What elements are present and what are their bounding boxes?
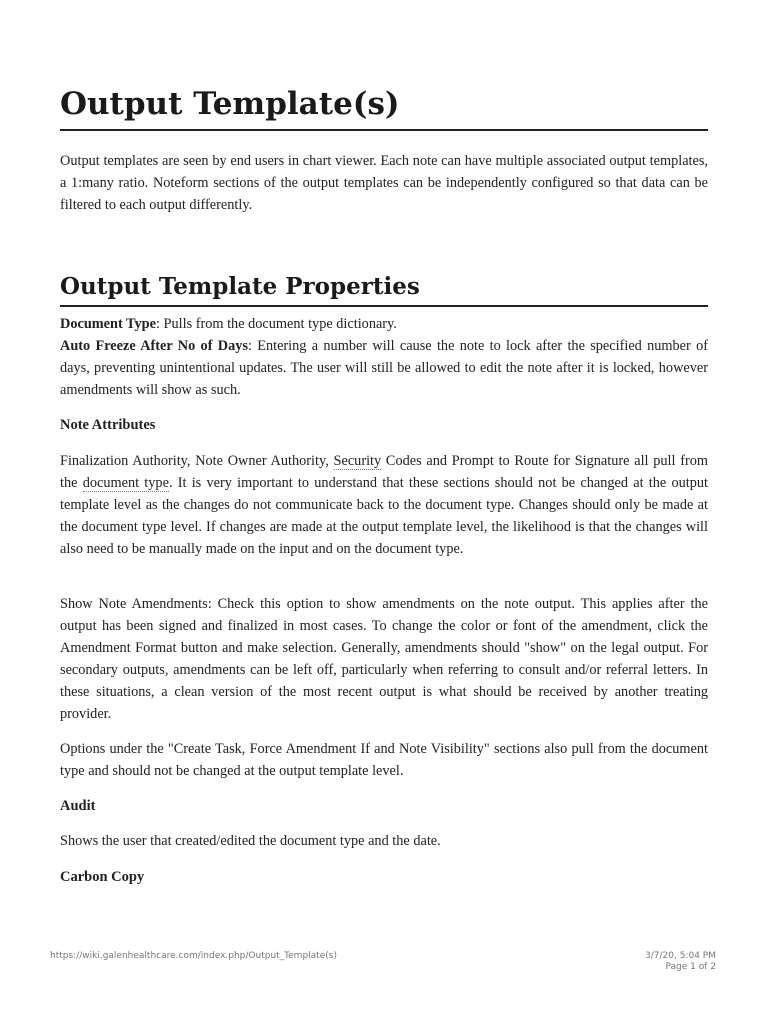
audit-heading: Audit (60, 798, 96, 814)
audit-text: Shows the user that created/edited the document type and the date. (60, 833, 441, 849)
document-type-label: Document Type (60, 316, 156, 332)
document-type-link[interactable]: document type (82, 475, 169, 491)
carbon-copy-heading: Carbon Copy (60, 869, 145, 885)
security-link[interactable]: Security (333, 453, 382, 469)
intro-paragraph: Output templates are seen by end users in chart viewer. Each note can have multiple associated output templates, a 1:many ratio. Noteform sections of the output templates can be independently configured so that data can be filtered to each output differently. (60, 153, 708, 213)
note-attributes-paragraph (60, 450, 708, 560)
page-title: Output Template(s) (60, 82, 708, 131)
note-attributes-heading: Note Attributes (60, 417, 156, 433)
note-attributes-text-1: Finalization Authority, Note Owner Authority, (60, 453, 334, 469)
options-paragraph: Options under the "Create Task, Force Amendment If and Note Visibility" sections also pull from the document type and should not be changed at the output template level. (60, 741, 708, 779)
auto-freeze-label: Auto Freeze After No of Days (60, 338, 248, 354)
auto-freeze-text: : Entering a number will cause the note to lock after the specified number of days, preventing unintentional updates. The user will still be allowed to edit the note after it is locked, however amendments will show as such. (60, 338, 708, 398)
document-type-text: : Pulls from the document type dictionary. (155, 316, 397, 332)
footer-meta (645, 951, 716, 973)
section-title-properties: Output Template Properties (60, 270, 708, 307)
show-note-amendments-paragraph: Show Note Amendments: Check this option to show amendments on the note output. This applies after the output has been signed and finalized in most cases. To change the color or font of the amendment, click the Amendment Format button and make selection. Generally, amendments should "show" on the legal output. For secondary outputs, amendments can be left off, particularly when referring to consult and/or referral letters. In these situations, a clean version of the most recent output is what should be received by another treating provider. (60, 596, 708, 722)
footer-page-number: Page 1 of 2 (665, 962, 716, 972)
footer-url: https://wiki.galenhealthcare.com/index.php/Output_Template(s) (50, 951, 337, 961)
properties-paragraph (60, 313, 708, 401)
note-attributes-text-2: Codes and Prompt to Route for Signature all pull from the (60, 453, 708, 491)
footer-datetime: 3/7/20, 5:04 PM (645, 951, 716, 961)
note-attributes-text-3: . It is very important to understand that these sections should not be changed at the output template level as the changes do not communicate back to the document type. Changes should only be made at the document type level. If changes are made at the output template level, the likelihood is that the changes will also need to be manually made on the input and on the document type. (60, 475, 709, 557)
